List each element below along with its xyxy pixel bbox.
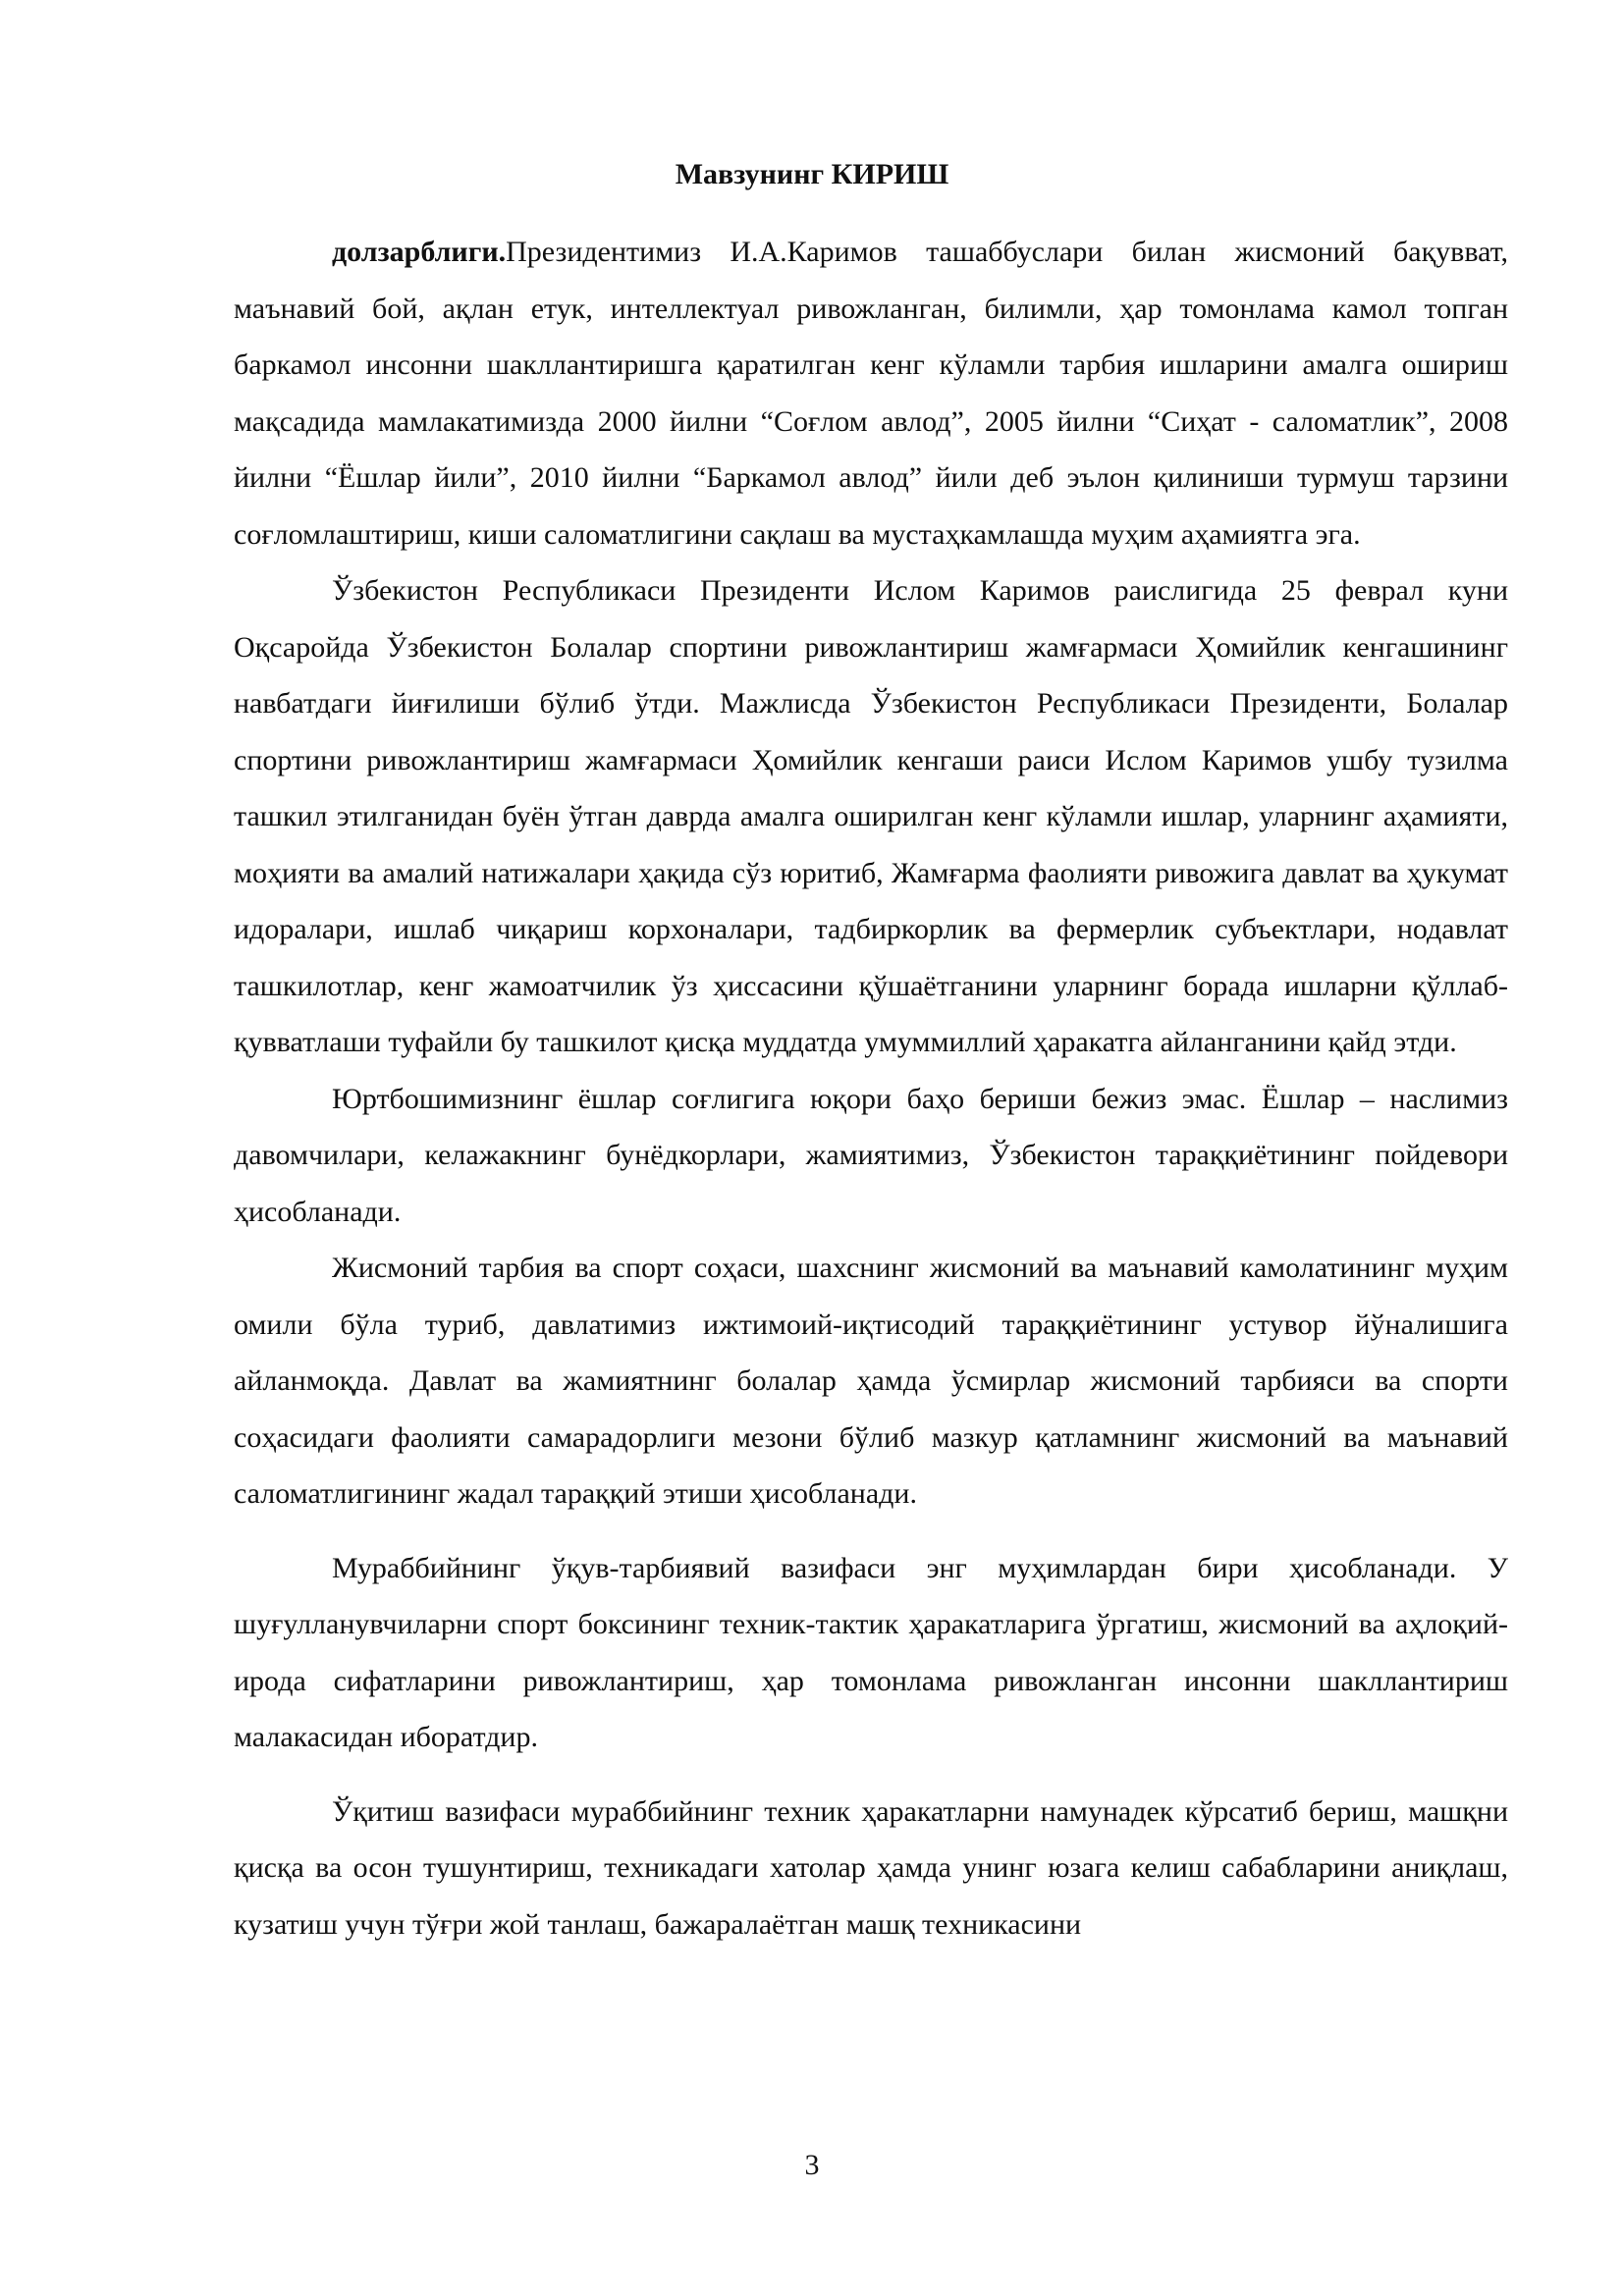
paragraph-youth-health: Юртбошимизнинг ёшлар соғлигига юқори баҳо бериши бежиз эмас. Ёшлар – наслимиз давомчилари, келажакнинг бунёдкорлари, жамиятимиз, Ўзбекистон тараққиётининг пойдевори ҳисобланади.	[234, 1082, 1508, 1228]
page-number: 3	[804, 2149, 820, 2181]
document-body	[234, 224, 1508, 1952]
paragraph-physical-education: Жисмоний тарбия ва спорт соҳаси, шахснинг жисмоний ва маънавий камолатининг муҳим омили бўла туриб, давлатимиз ижтимоий-иқтисодий тараққиётининг устувор йўналишига айланмоқда. Давлат ва жамиятнинг болалар ҳамда ўсмирлар жисмоний тарбияси ва спорти соҳасидаги фаолияти самарадорлиги мезони бўлиб мазкур қатламнинг жисмоний ва маънавий саломатлигининг жадал тараққий этиши ҳисобланади.	[234, 1252, 1508, 1510]
paragraph-intro	[234, 224, 1508, 562]
paragraph-teaching-task: Ўқитиш вазифаси мураббийнинг техник ҳаракатларни намунадек кўрсатиб бериш, машқни қисқа ва осон тушунтириш, техникадаги хатолар ҳамда унинг юзага келиш сабабларини аниқлаш, кузатиш учун тўғри жой танлаш, бажаралаётган машқ техникасини	[234, 1794, 1508, 1941]
paragraph-intro-text: Президентимиз И.А.Каримов ташаббуслари билан жисмоний бақувват, маънавий бой, ақлан етук, интеллектуал ривожланган, билимли, ҳар томонлама камол топган баркамол инсонни шакллантиришга қаратилган кенг кўламли тарбия ишларини амалга ошириш мақсадида мамлакатимизда 2000 йилни “Соғлом авлод”, 2005 йилни “Сиҳат - саломатлик”, 2008 йилни “Ёшлар йили”, 2010 йилни “Баркамол авлод” йили деб эълон қилиниши турмуш тарзини соғломлаштириш, киши саломатлигини сақлаш ва мустаҳкамлашда муҳим аҳамиятга эга.	[234, 236, 1508, 551]
paragraph-coach-educational-task: Мураббийнинг ўқув-тарбиявий вазифаси энг муҳимлардан бири ҳисобланади. У шуғулланувчиларни спорт боксининг техник-тактик ҳаракатларига ўргатиш, жисмоний ва аҳлоқий-ирода сифатларини ривожлантириш, ҳар томонлама ривожланган инсонни шакллантириш малакасидан иборатдир.	[234, 1551, 1508, 1753]
document-title: Мавзунинг КИРИШ	[675, 158, 949, 190]
paragraph-lead-word: долзарблиги.	[332, 236, 507, 268]
paragraph-council-meeting: Ўзбекистон Республикаси Президенти Ислом Каримов раислигида 25 феврал куни Оқсаройда Ўзбекистон Болалар спортини ривожлантириш жамғармаси Ҳомийлик кенгашининг навбатдаги йиғилиши бўлиб ўтди. Мажлисда Ўзбекистон Республикаси Президенти, Болалар спортини ривожлантириш жамғармаси Ҳомийлик кенгаши раиси Ислом Каримов ушбу тузилма ташкил этилганидан буён ўтган даврда амалга оширилган кенг кўламли ишлар, уларнинг аҳамияти, моҳияти ва амалий натижалари ҳақида сўз юритиб, Жамғарма фаолияти ривожига давлат ва ҳукумат идоралари, ишлаб чиқариш корхоналари, тадбиркорлик ва фермерлик субъектлари, нодавлат ташкилотлар, кенг жамоатчилик ўз ҳиссасини қўшаётганини уларнинг борада ишларни қўллаб-қувватлаши туфайли бу ташкилот қисқа муддатда умуммиллий ҳаракатга айланганини қайд этди.	[234, 574, 1508, 1058]
